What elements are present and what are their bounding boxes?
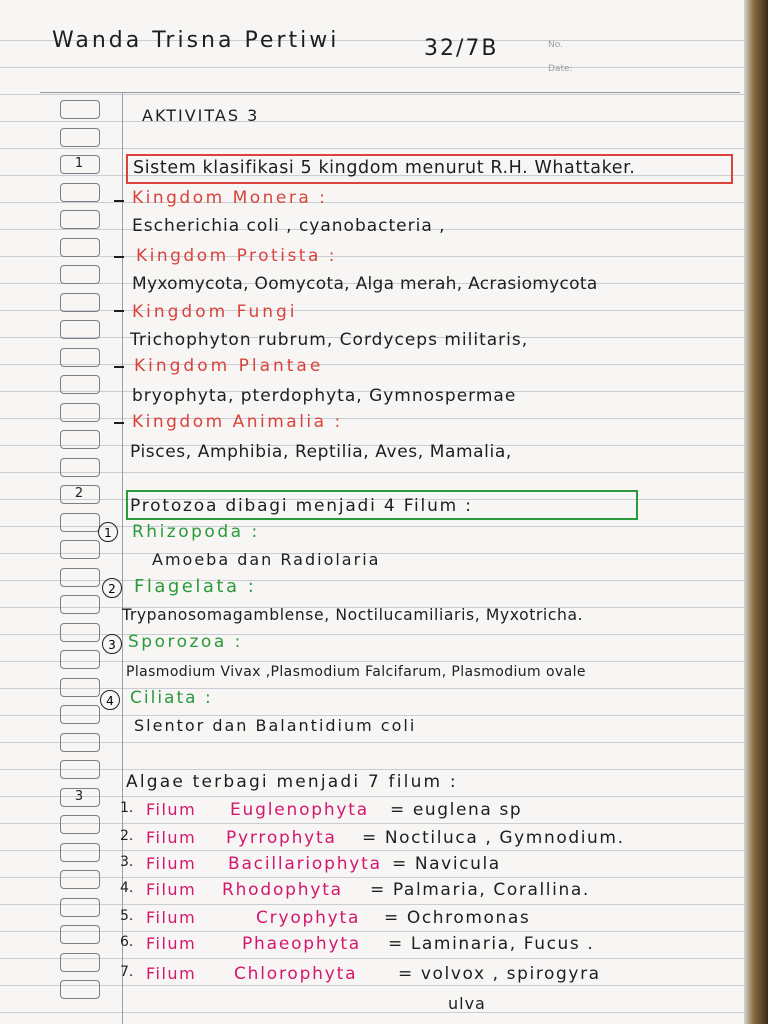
- section-number: 2: [74, 486, 84, 501]
- algae-extra-example: ulva: [448, 994, 486, 1013]
- margin-checkbox: [60, 870, 100, 889]
- algae-filum-name: Chlorophyta: [234, 964, 358, 984]
- filum-number-circle: 1: [98, 522, 118, 542]
- margin-checkbox: [60, 210, 100, 229]
- margin-checkbox: [60, 623, 100, 642]
- section-number: 3: [74, 789, 84, 804]
- margin-checkbox: [60, 458, 100, 477]
- kingdom-name: Kingdom Animalia :: [132, 412, 343, 432]
- algae-row-number: 6.: [120, 934, 134, 950]
- margin-checkbox: [60, 348, 100, 367]
- algae-examples: = euglena sp: [390, 800, 523, 820]
- margin-checkbox: [60, 403, 100, 422]
- algae-examples: = Palmaria, Corallina.: [370, 880, 590, 900]
- algae-row-number: 4.: [120, 880, 134, 896]
- margin-checkbox: [60, 320, 100, 339]
- margin-checkbox: [60, 128, 100, 147]
- margin-checkbox: [60, 650, 100, 669]
- kingdom-examples: Myxomycota, Oomycota, Alga merah, Acrasiomycota: [132, 274, 598, 294]
- margin-checkbox: [60, 678, 100, 697]
- algae-filum-name: Bacillariophyta: [228, 854, 382, 874]
- kingdom-name: Kingdom Plantae: [134, 356, 324, 376]
- margin-checkbox: [60, 733, 100, 752]
- algae-filum-label: Filum: [146, 828, 197, 847]
- margin-checkbox: [60, 238, 100, 257]
- algae-filum-label: Filum: [146, 964, 197, 983]
- algae-filum-name: Cryophyta: [256, 908, 361, 928]
- filum-number-circle: 2: [102, 578, 122, 598]
- no-label: No.: [548, 40, 563, 50]
- section3-heading: Algae terbagi menjadi 7 filum :: [126, 772, 458, 792]
- section-number: 1: [74, 156, 84, 171]
- notebook-edge: [744, 0, 768, 1024]
- margin-checkbox: [60, 595, 100, 614]
- algae-filum-name: Rhodophyta: [222, 880, 343, 900]
- margin-checkbox: [60, 953, 100, 972]
- protozoa-examples: Slentor dan Balantidium coli: [134, 716, 417, 735]
- student-name: Wanda Trisna Pertiwi: [52, 28, 340, 53]
- margin-checkbox: [60, 898, 100, 917]
- margin-checkbox: [60, 100, 100, 119]
- margin-checkbox: [60, 183, 100, 202]
- algae-row-number: 3.: [120, 854, 134, 870]
- algae-filum-name: Euglenophyta: [230, 800, 369, 820]
- section1-heading: Sistem klasifikasi 5 kingdom menurut R.H. Whattaker.: [133, 158, 636, 178]
- class-number: 32/7B: [424, 36, 499, 61]
- bullet-dash: [114, 256, 124, 258]
- margin-checkbox: [60, 293, 100, 312]
- algae-filum-label: Filum: [146, 800, 197, 819]
- protozoa-filum-name: Rhizopoda :: [132, 522, 260, 542]
- bullet-dash: [114, 422, 124, 424]
- algae-examples: = Navicula: [392, 854, 501, 874]
- protozoa-examples: Plasmodium Vivax ,Plasmodium Falcifarum, Plasmodium ovale: [126, 664, 586, 680]
- algae-row-number: 5.: [120, 908, 134, 924]
- algae-row-number: 1.: [120, 800, 134, 816]
- margin-checkbox: [60, 925, 100, 944]
- algae-row-number: 7.: [120, 964, 134, 980]
- date-label: Date:: [548, 64, 573, 74]
- filum-number-circle: 4: [100, 690, 120, 710]
- algae-filum-label: Filum: [146, 908, 197, 927]
- filum-number-circle: 3: [102, 634, 122, 654]
- margin-checkbox: [60, 568, 100, 587]
- algae-filum-label: Filum: [146, 934, 197, 953]
- kingdom-examples: Escherichia coli , cyanobacteria ,: [132, 216, 446, 236]
- protozoa-examples: Trypanosomagamblense, Noctilucamiliaris, Myxotricha.: [122, 606, 584, 624]
- protozoa-filum-name: Ciliata :: [130, 688, 213, 708]
- protozoa-examples: Amoeba dan Radiolaria: [152, 550, 381, 569]
- margin-checkbox: [60, 815, 100, 834]
- margin-checkbox: [60, 540, 100, 559]
- algae-examples: = Laminaria, Fucus .: [388, 934, 595, 954]
- kingdom-name: Kingdom Protista :: [136, 246, 338, 266]
- algae-examples: = Noctiluca , Gymnodium.: [362, 828, 625, 848]
- algae-examples: = Ochromonas: [384, 908, 531, 928]
- algae-filum-label: Filum: [146, 854, 197, 873]
- kingdom-examples: Trichophyton rubrum, Cordyceps militaris,: [130, 330, 529, 350]
- margin-checkbox: [60, 265, 100, 284]
- margin-checkbox: [60, 760, 100, 779]
- algae-examples: = volvox , spirogyra: [398, 964, 601, 984]
- bullet-dash: [114, 200, 124, 202]
- algae-filum-name: Phaeophyta: [242, 934, 362, 954]
- margin-checkbox: [60, 430, 100, 449]
- algae-row-number: 2.: [120, 828, 134, 844]
- page-title: AKTIVITAS 3: [142, 106, 260, 125]
- header-rule: [40, 92, 740, 93]
- bullet-dash: [114, 366, 124, 368]
- margin-checkbox: [60, 705, 100, 724]
- kingdom-name: Kingdom Fungi: [132, 302, 298, 322]
- algae-filum-label: Filum: [146, 880, 197, 899]
- margin-checkbox: [60, 843, 100, 862]
- protozoa-filum-name: Sporozoa :: [128, 632, 243, 652]
- algae-filum-name: Pyrrophyta: [226, 828, 337, 848]
- margin-checkbox: [60, 513, 100, 532]
- section2-heading: Protozoa dibagi menjadi 4 Filum :: [130, 496, 473, 516]
- kingdom-examples: Pisces, Amphibia, Reptilia, Aves, Mamalia,: [130, 442, 512, 462]
- kingdom-examples: bryophyta, pterdophyta, Gymnospermae: [132, 386, 517, 406]
- margin-checkbox: [60, 980, 100, 999]
- kingdom-name: Kingdom Monera :: [132, 188, 328, 208]
- bullet-dash: [114, 310, 124, 312]
- protozoa-filum-name: Flagelata :: [134, 576, 257, 597]
- margin-checkbox: [60, 375, 100, 394]
